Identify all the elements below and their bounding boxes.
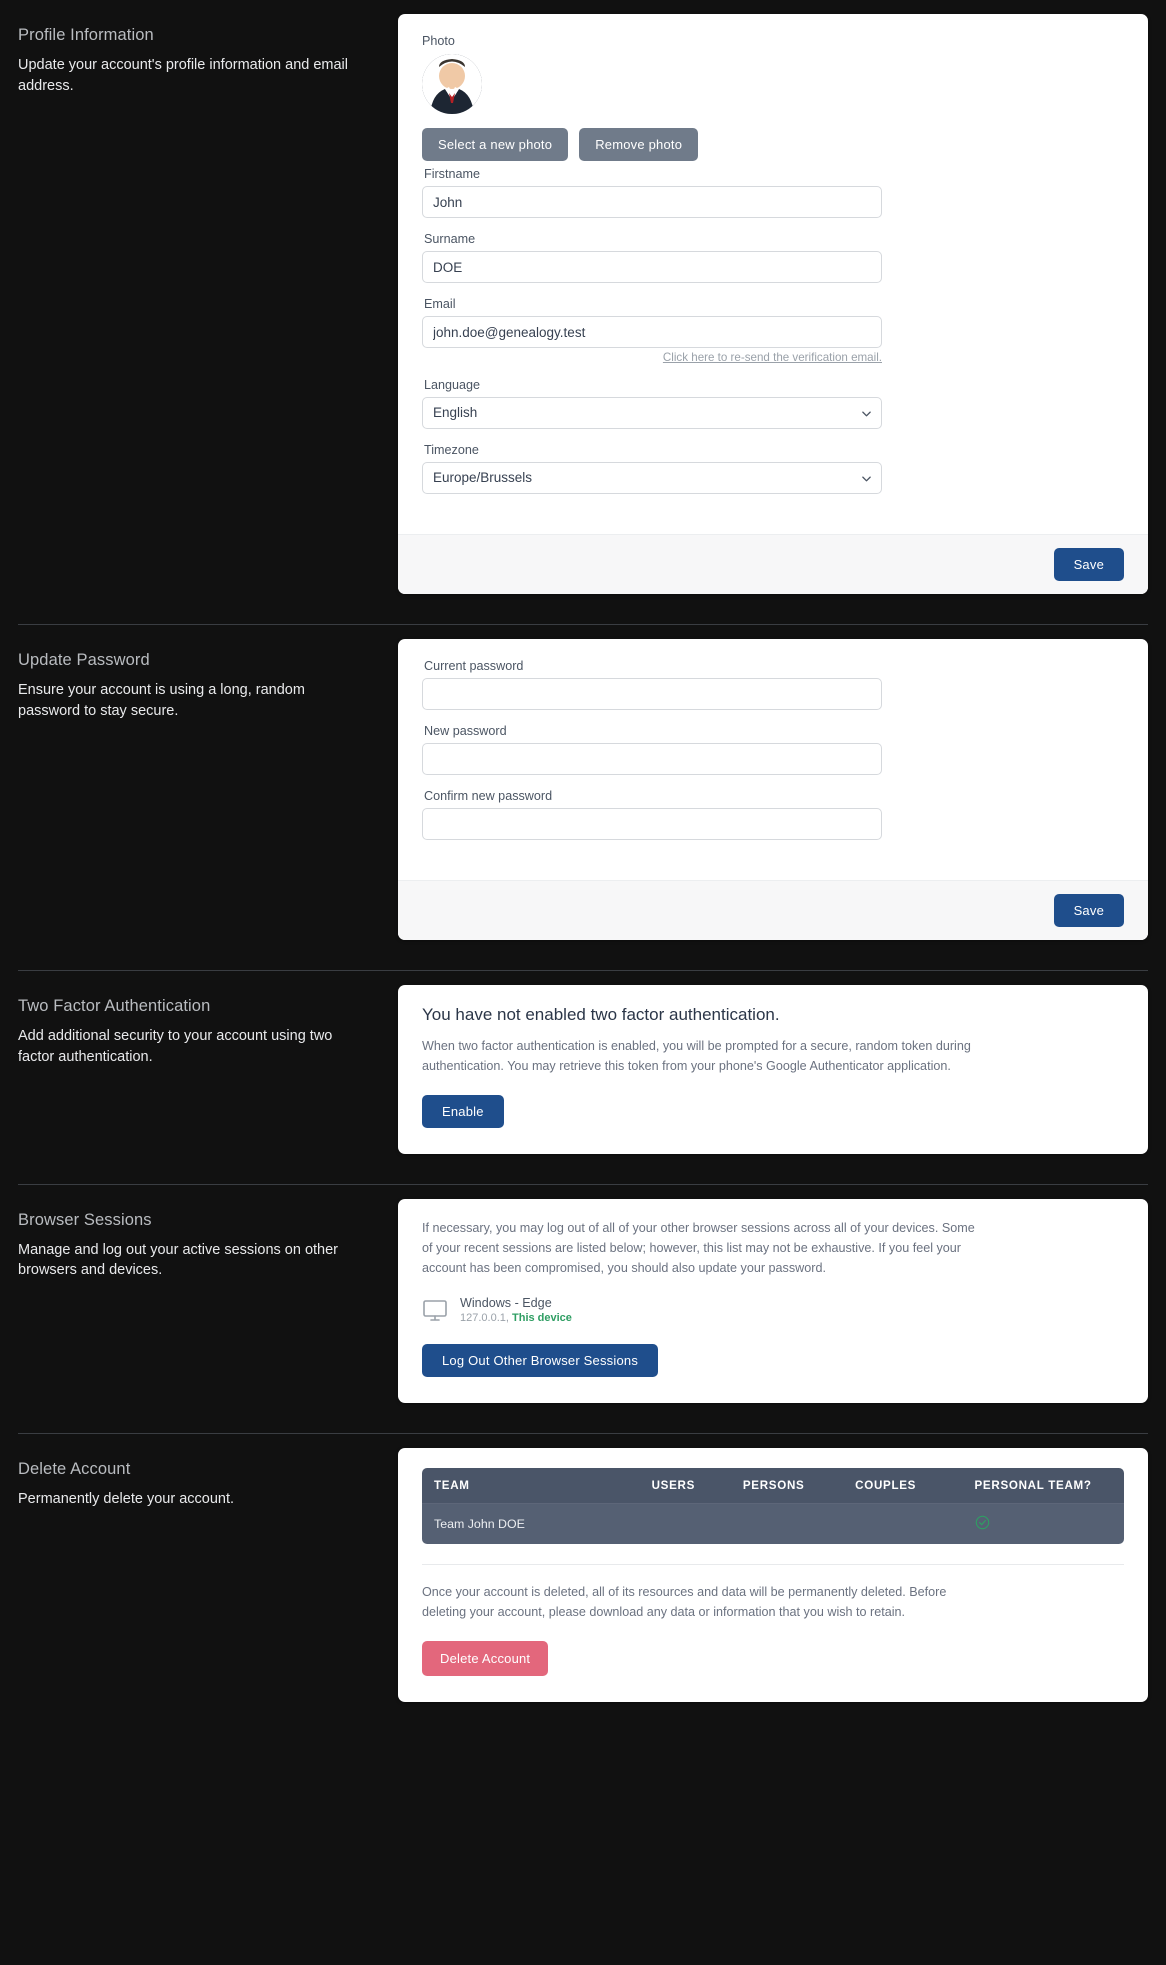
two-factor-section-title: Two Factor Authentication [18, 997, 211, 1015]
column-personal-team: PERSONAL TEAM? [963, 1468, 1125, 1504]
photo-label: Photo [422, 34, 455, 48]
session-meta [460, 1312, 572, 1324]
delete-warning-text: Once your account is deleted, all of its resources and data will be permanently deleted. Before deleting your account, please download any data or information that you wish to retain. [422, 1585, 947, 1620]
new-password-field-block [422, 724, 1124, 775]
email-label: Email [424, 297, 456, 311]
save-password-button[interactable]: Save [1054, 894, 1124, 927]
email-field-block [422, 297, 1124, 364]
timezone-select-value: Europe/Brussels [422, 462, 882, 494]
delete-account-card-body [398, 1448, 1148, 1702]
table-row [422, 1504, 1124, 1545]
section-profile-information [18, 0, 1148, 594]
sessions-card-body [398, 1199, 1148, 1404]
surname-label: Surname [424, 232, 476, 246]
password-card [398, 639, 1148, 940]
delete-account-card [398, 1448, 1148, 1702]
delete-section-title: Delete Account [18, 1460, 131, 1479]
profile-section-description: Update your account's profile information and email address. [18, 57, 349, 94]
password-section-description: Ensure your account is using a long, random password to stay secure. [18, 682, 305, 719]
photo-buttons [422, 128, 1124, 161]
session-details [460, 1296, 572, 1324]
delete-section-description: Permanently delete your account. [18, 1491, 235, 1508]
cell-users [640, 1504, 731, 1545]
email-field[interactable] [422, 316, 882, 348]
sessions-section-description: Manage and log out your active sessions on other browsers and devices. [18, 1241, 339, 1279]
two-factor-body-text: When two factor authentication is enabled, you will be prompted for a secure, random token during authentication. You may retrieve this token from your phone's Google Authenticator application. [422, 1039, 971, 1073]
timezone-field-block [422, 443, 1124, 494]
table-header-row [422, 1468, 1124, 1504]
language-select[interactable] [422, 397, 882, 429]
surname-input[interactable] [422, 251, 882, 283]
desktop-icon [422, 1297, 448, 1323]
two-factor-card-body [398, 985, 1148, 1154]
resend-verification-link[interactable]: Click here to re-send the verification email. [662, 351, 882, 364]
current-password-input[interactable] [422, 678, 882, 710]
two-factor-section-description: Add additional security to your account using two factor authentication. [18, 1028, 333, 1065]
save-button[interactable]: Save [1054, 548, 1124, 581]
firstname-field-block [422, 167, 1124, 218]
sessions-body-text: If necessary, you may log out of all of your other browser sessions across all of your devices. Some of your recent sessions are listed below; however, this list may not be exhaustive. If you feel your account has been compromised, you should also update your password. [422, 1220, 975, 1275]
two-factor-status-title: You have not enabled two factor authentication. [422, 1005, 780, 1024]
cell-persons [731, 1504, 843, 1545]
sessions-section-header [18, 1199, 398, 1281]
cell-couples [843, 1504, 962, 1545]
current-password-label: Current password [424, 659, 524, 673]
firstname-input[interactable] [422, 186, 882, 218]
profile-card-body [398, 14, 1148, 534]
select-new-photo-button[interactable]: Select a new photo [422, 128, 568, 161]
profile-card-footer [398, 534, 1148, 594]
enable-two-factor-button[interactable]: Enable [422, 1095, 504, 1128]
page-bottom-spacer [18, 1702, 1148, 1728]
language-field-block [422, 378, 1124, 429]
delete-section-header [18, 1448, 398, 1510]
profile-section-header [18, 14, 398, 96]
password-card-footer [398, 880, 1148, 940]
divider [422, 1564, 1124, 1565]
session-device-badge: This device [512, 1312, 572, 1325]
section-delete-account [18, 1434, 1148, 1702]
current-password-field-block [422, 659, 1124, 710]
firstname-label: Firstname [424, 167, 480, 181]
section-update-password [18, 625, 1148, 940]
logout-other-sessions-button[interactable]: Log Out Other Browser Sessions [422, 1344, 658, 1377]
two-factor-section-header [18, 985, 398, 1067]
language-select-value: English [422, 397, 882, 429]
password-section-title: Update Password [18, 651, 150, 669]
teams-table [422, 1468, 1124, 1544]
confirm-password-label: Confirm new password [424, 789, 553, 803]
language-label: Language [424, 378, 481, 392]
delete-account-button[interactable]: Delete Account [422, 1641, 548, 1676]
list-item [422, 1296, 1124, 1324]
profile-card [398, 14, 1148, 594]
session-name: Windows - Edge [460, 1296, 552, 1311]
column-team: TEAM [422, 1468, 640, 1504]
timezone-label: Timezone [424, 443, 479, 457]
column-persons: PERSONS [731, 1468, 843, 1504]
column-users: USERS [640, 1468, 731, 1504]
new-password-input[interactable] [422, 743, 882, 775]
session-ip: 127.0.0.1, [460, 1312, 509, 1325]
remove-photo-button[interactable]: Remove photo [579, 128, 698, 161]
section-two-factor [18, 971, 1148, 1154]
avatar [422, 54, 482, 114]
confirm-password-input[interactable] [422, 808, 882, 840]
sessions-section-title: Browser Sessions [18, 1210, 152, 1229]
sessions-card [398, 1199, 1148, 1404]
cell-personal-team [963, 1504, 1125, 1545]
check-circle-icon [975, 1515, 990, 1530]
cell-team: Team John DOE [422, 1504, 640, 1545]
password-section-header [18, 639, 398, 721]
section-browser-sessions [18, 1185, 1148, 1404]
page-title: Profile Information [18, 26, 154, 44]
column-couples: COUPLES [843, 1468, 962, 1504]
two-factor-card [398, 985, 1148, 1154]
confirm-password-field-block [422, 789, 1124, 840]
password-card-body [398, 639, 1148, 880]
new-password-label: New password [424, 724, 507, 738]
timezone-select[interactable] [422, 462, 882, 494]
surname-field-block [422, 232, 1124, 283]
